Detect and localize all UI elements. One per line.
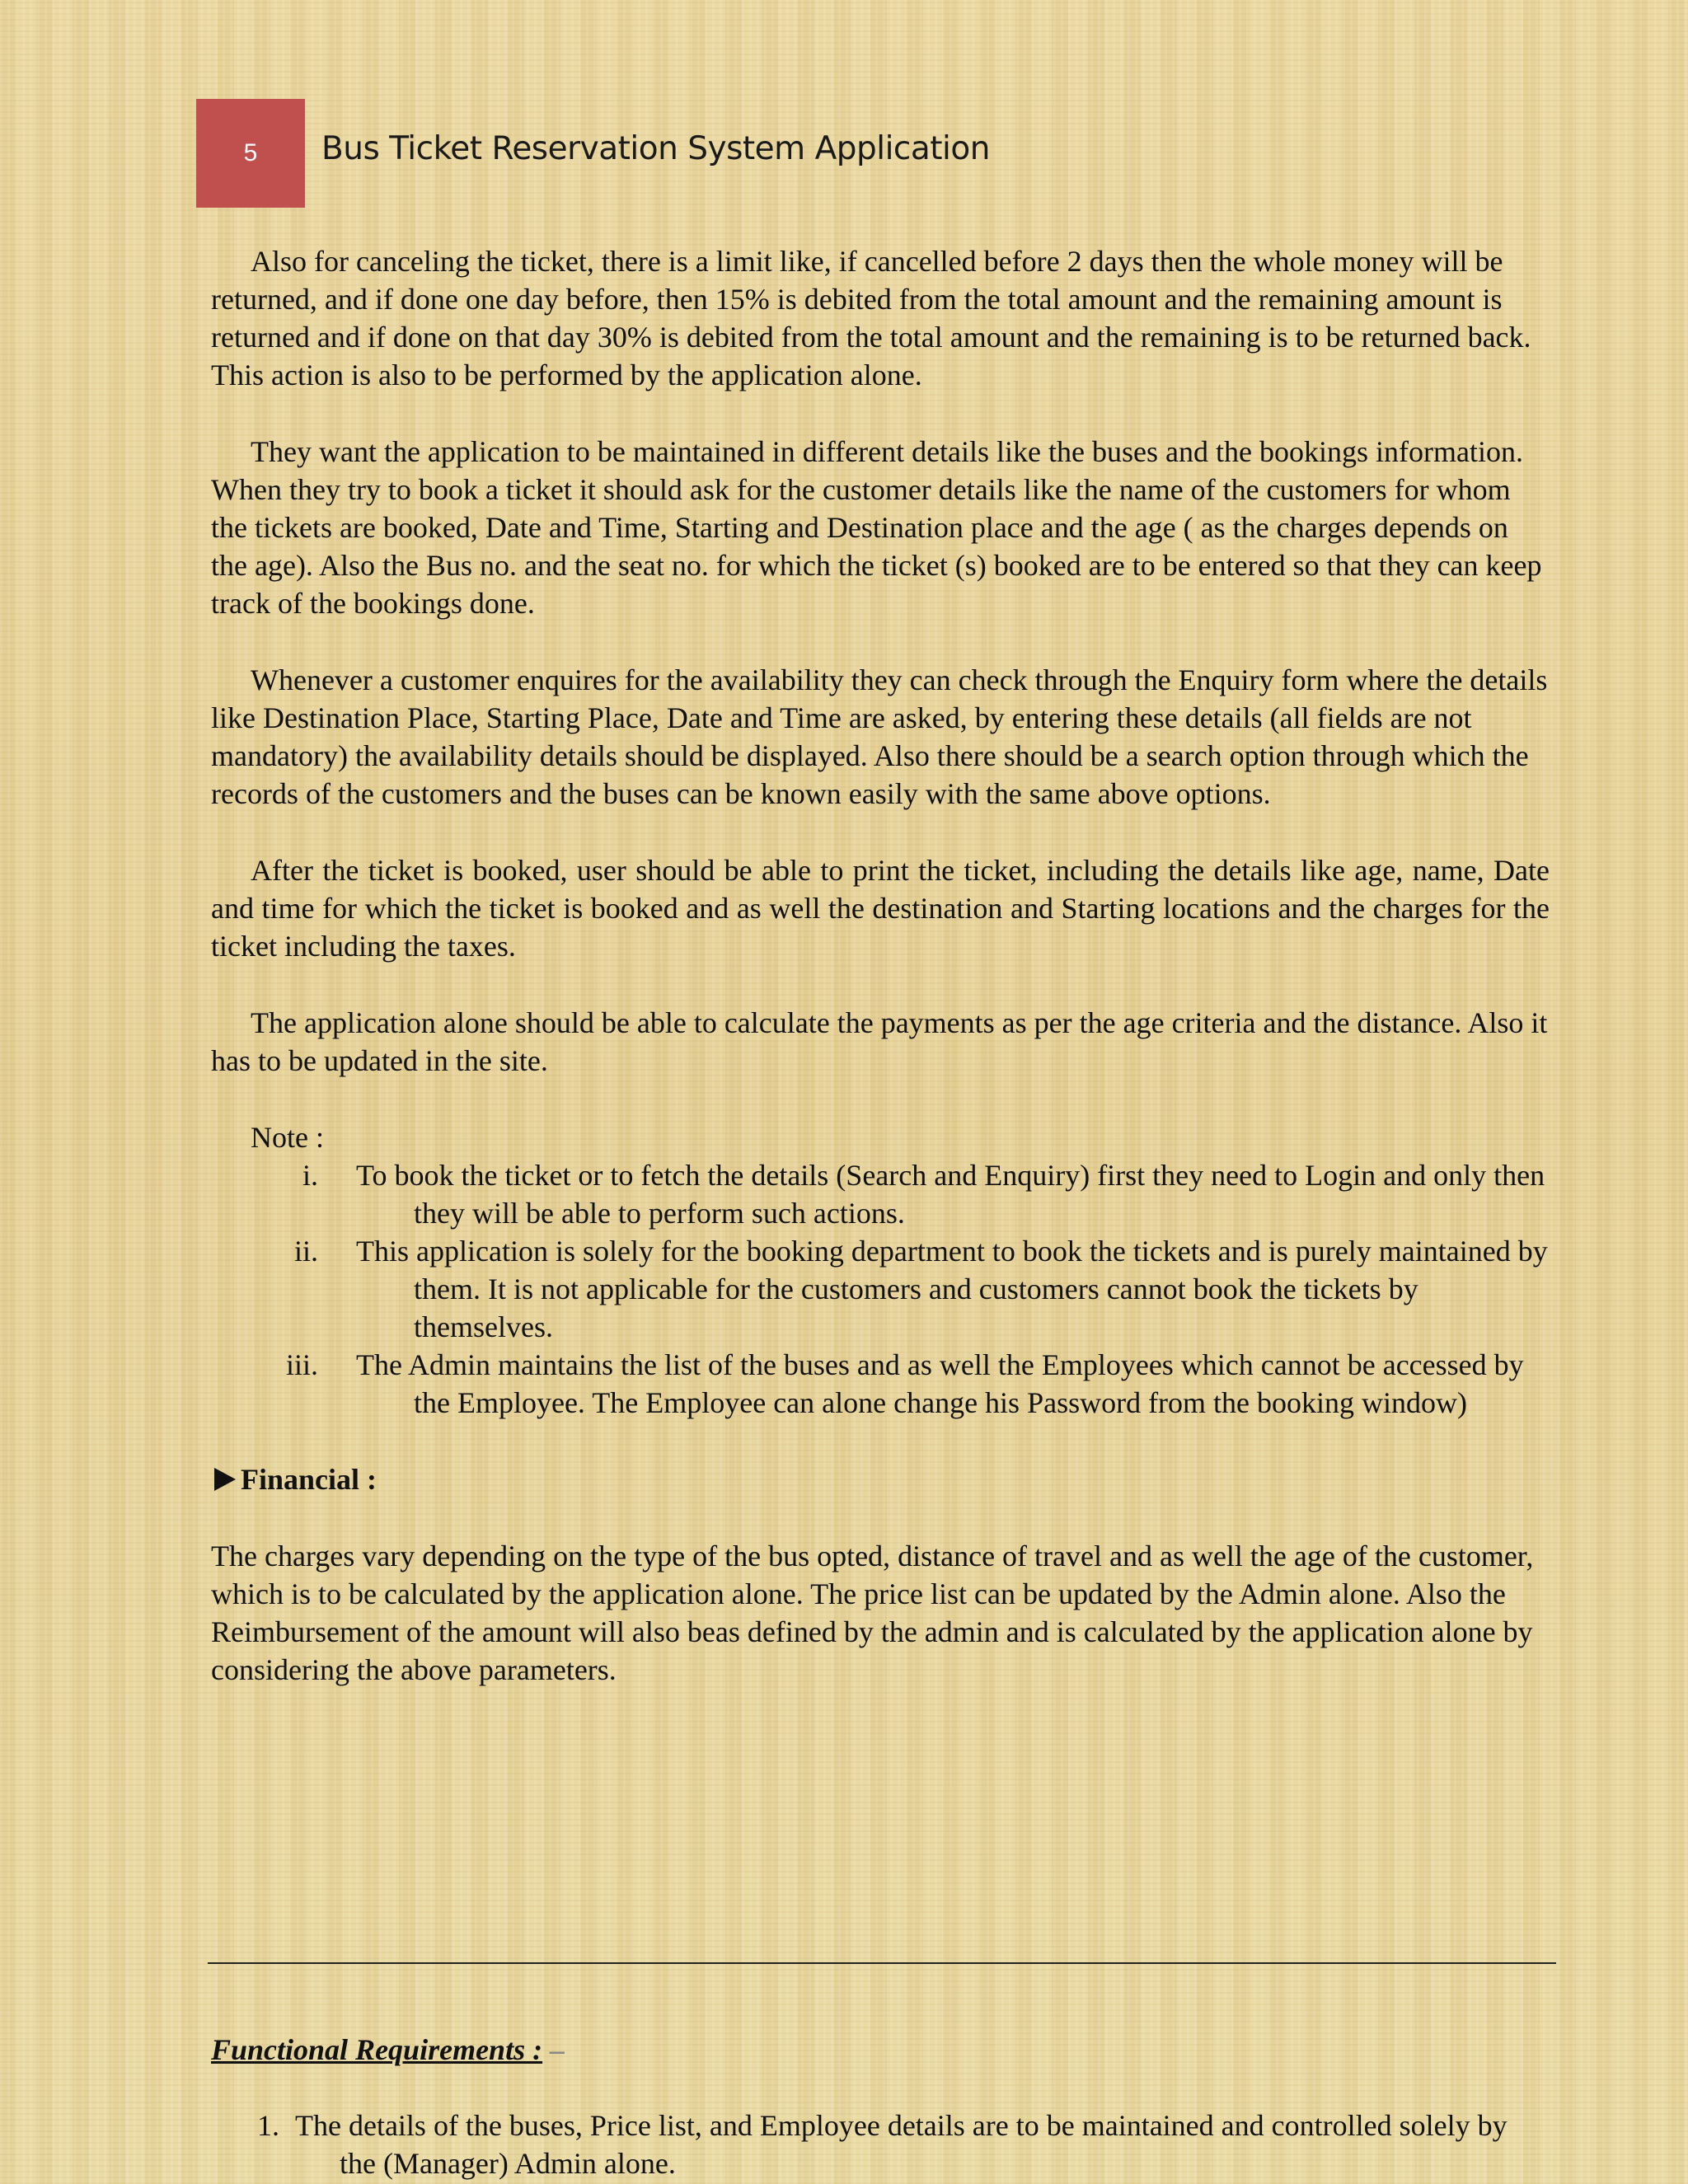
page-number: 5 (243, 139, 258, 166)
note-list (211, 1156, 1550, 1422)
paragraph-payments: The application alone should be able to calculate the payments as per the age criteria and the distance. Also it has to be updated in the site. (211, 1006, 1548, 1077)
note-item-text: The Admin maintains the list of the buses and as well the Employees which cannot be accessed by the Employee. The Employee can alone change his Password from the booking window) (356, 1348, 1524, 1419)
note-item-number: i. (302, 1159, 318, 1192)
page-number-badge (196, 99, 305, 208)
paragraph-financial: The charges vary depending on the type of the bus opted, distance of travel and as well the age of the customer, which is to be calculated by the application alone. The price list can be updated by the Admin alone. Also the Reimbursement of the amount will also beas defined by the admin and is calculated by the application alone by considering the above parameters. (211, 1540, 1534, 1686)
heading-dash: – (550, 2033, 565, 2066)
functional-requirements-title: Functional Requirements : (211, 2033, 543, 2066)
financial-heading (211, 1460, 1550, 1498)
note-item (211, 1156, 1550, 1232)
note-item-text: This application is solely for the booking department to book the tickets and is purely maintained by them. It is not applicable for the customers and customers cannot book the tickets by themselves. (356, 1235, 1548, 1343)
list-item-number: 1. (257, 2109, 279, 2142)
section-divider (208, 1962, 1556, 1964)
note-item (211, 1232, 1550, 1346)
paragraph-booking-details: They want the application to be maintained in different details like the buses and the bookings information. When they try to book a ticket it should ask for the customer details like the name of the customers for whom the tickets are booked, Date and Time, Starting and Destination place and the age ( as the charges depends on the age). Also the Bus no. and the seat no. for which the ticket (s) booked are to be entered so that they can keep track of the bookings done. (211, 435, 1542, 620)
note-item-number: ii. (293, 1235, 318, 1268)
paragraph-cancellation: Also for canceling the ticket, there is a limit like, if cancelled before 2 days then the whole money will be returned, and if done one day before, then 15% is debited from the total amount and the remaining amount is returned and if done on that day 30% is debited from the total amount and the remaining is to be returned back. This action is also to be performed by the application alone. (211, 245, 1531, 391)
arrow-right-icon (214, 1468, 236, 1491)
document-title: Bus Ticket Reservation System Application (321, 130, 990, 167)
paragraph-print-ticket: After the ticket is booked, user should be able to print the ticket, including the details like age, name, Date and time for which the ticket is booked and as well the destination and Starting locations and the charges for the ticket including the taxes. (211, 854, 1550, 963)
note-item-text: To book the ticket or to fetch the details (Search and Enquiry) first they need to Login and only then they will be able to perform such actions. (356, 1159, 1545, 1230)
note-item-number: iii. (285, 1348, 318, 1381)
list-item (211, 2107, 1550, 2182)
document-body (211, 242, 1550, 1727)
paragraph-enquiry: Whenever a customer enquires for the availability they can check through the Enquiry form where the details like Destination Place, Starting Place, Date and Time are asked, by entering these details (all fields are not mandatory) the availability details should be displayed. Also there should be a search option through which the records of the customers and the buses can be known easily with the same above options. (211, 663, 1548, 810)
financial-heading-label: Financial : (241, 1463, 377, 1496)
functional-requirements-list (211, 2107, 1550, 2182)
note-label: Note : (251, 1121, 324, 1154)
list-item-text: The details of the buses, Price list, and Employee details are to be maintained and controlled solely by the (Manager) Admin alone. (295, 2109, 1507, 2180)
functional-requirements-heading (211, 2031, 565, 2069)
note-item (211, 1346, 1550, 1422)
